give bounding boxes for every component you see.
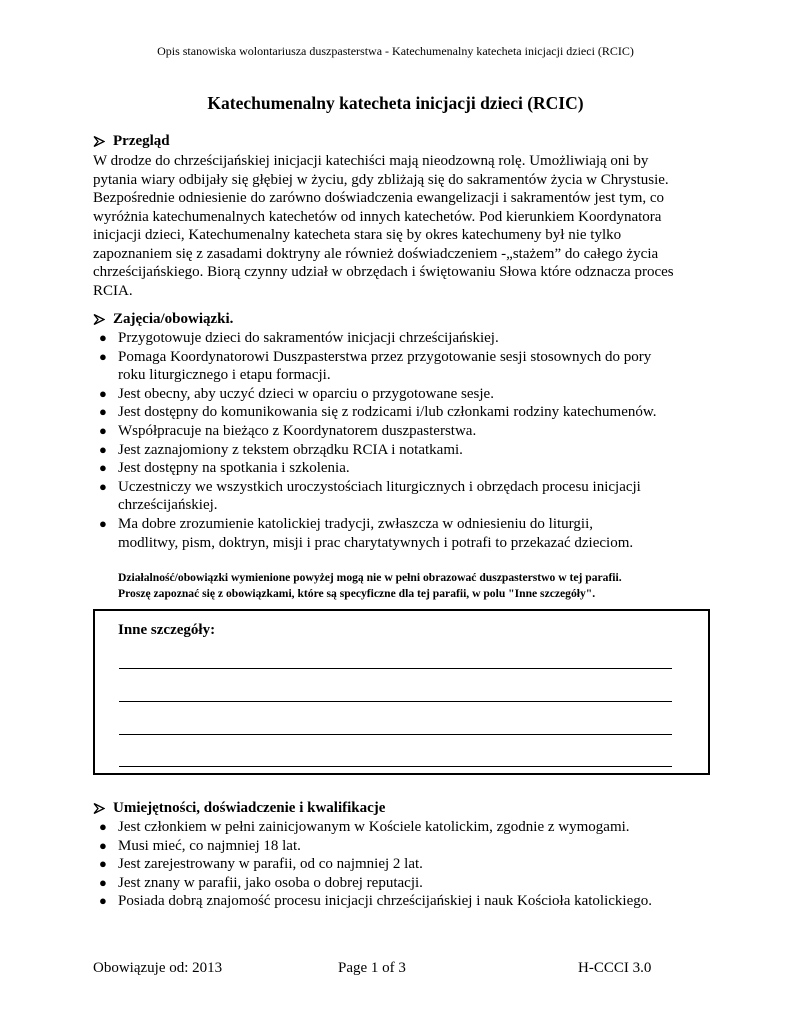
notice-line: Działalność/obowiązki wymienione powyżej mogą nie w pełni obrazować duszpasterstwo w tej parafii. <box>118 571 622 584</box>
writing-line[interactable] <box>119 701 672 702</box>
bullet-icon: ● <box>99 874 107 890</box>
list-item: ● Musi mieć, co najmniej 18 lat. <box>99 837 301 854</box>
notice-line: Proszę zapoznać się z obowiązkami, które są specyficzne dla tej parafii, w polu "Inne szczegóły". <box>118 587 596 600</box>
list-item: ● Jest znany w parafii, jako osoba o dobrej reputacji. <box>99 874 423 891</box>
other-details-label: Inne szczegóły: <box>118 622 216 638</box>
arrow-bullet-icon <box>93 132 113 151</box>
bullet-icon: ● <box>99 404 107 420</box>
bullet-icon: ● <box>99 460 107 476</box>
bullet-icon: ● <box>99 330 107 345</box>
bullet-icon: ● <box>99 893 107 909</box>
footer-effective-date: Obowiązuje od: 2013 <box>93 960 223 976</box>
overview-line: pytania wiary odbijały się głębiej w życiu, gdy zbliżają się do sakramentów życia w Chrystusie. <box>93 171 669 188</box>
overview-heading-text: Przegląd <box>113 133 170 149</box>
bullet-icon: ● <box>99 819 107 834</box>
qualifications-heading <box>93 799 713 818</box>
footer-document-code: H-CCCI 3.0 <box>578 960 652 976</box>
qualifications-heading-text: Umiejętności, doświadczenie i kwalifikacje <box>113 800 386 816</box>
bullet-icon: ● <box>99 348 107 364</box>
bullet-icon: ● <box>99 422 107 438</box>
overview-line: Bezpośrednie odniesienie do zarówno doświadczenia ewangelizacji i sakramentów jest tym, co <box>93 190 665 206</box>
document-title: Katechumenalny katecheta inicjacji dzieci (RCIC) <box>207 93 584 113</box>
list-item: ● Pomaga Koordynatorowi Duszpasterstwa przez przygotowanie sesji stosownych do pory roku liturgicznego i etapu formacji. <box>99 348 652 384</box>
list-item: ● Jest członkiem w pełni zainicjowanym w Kościele katolickim, zgodnie z wymogami. <box>99 819 630 835</box>
list-item: ● Jest obecny, aby uczyć dzieci w oparciu o przygotowane sesje. <box>99 385 494 402</box>
list-item: ● Posiada dobrą znajomość procesu inicjacji chrześcijańskiej i nauk Kościoła katolickiego. <box>99 893 652 910</box>
list-item: ● Ma dobre zrozumienie katolickiej tradycji, zwłaszcza w odniesieniu do liturgii, modlitwy, pism, doktryn, misji i prac charytatywnych i potrafi to przekazać dzieciom. <box>99 515 634 551</box>
other-details-box[interactable] <box>93 609 710 775</box>
duties-heading-text: Zajęcia/obowiązki. <box>113 311 234 327</box>
bullet-icon: ● <box>99 478 107 494</box>
duties-section <box>93 310 713 552</box>
arrow-bullet-icon <box>93 799 113 818</box>
duties-list <box>93 329 713 552</box>
list-item: ● Uczestniczy we wszystkich uroczystościach liturgicznych i obrzędach procesu inicjacji chrześcijańskiej. <box>99 478 641 514</box>
writing-line[interactable] <box>119 668 672 669</box>
scope-notice <box>118 570 718 602</box>
bullet-icon: ● <box>99 856 107 872</box>
overview-section <box>93 132 713 300</box>
running-header: Opis stanowiska wolontariusza duszpasterstwa - Katechumenalny katecheta inicjacji dzieci (RCIC) <box>157 44 634 58</box>
qualifications-section <box>93 799 713 911</box>
bullet-icon: ● <box>99 515 107 531</box>
list-item: ● Jest dostępny do komunikowania się z rodzicami i/lub członkami rodziny katechumenów. <box>99 404 657 421</box>
overview-line: inicjacji dzieci, Katechumenalny katecheta stara się by okres katechumeny był nie tylko <box>93 227 622 243</box>
overview-line: zapoznaniem się z zasadami doktryny ale również doświadczeniem -„stażem” do całego życia <box>93 245 659 262</box>
overview-line: W drodze do chrześcijańskiej inicjacji katechiści mają nieodzowną rolę. Umożliwiają oni by <box>93 153 649 169</box>
writing-line[interactable] <box>119 766 672 767</box>
writing-line[interactable] <box>119 734 672 735</box>
overview-heading <box>93 132 713 151</box>
list-item: ● Jest zaznajomiony z tekstem obrządku RCIA i notatkami. <box>99 441 463 458</box>
list-item: ● Jest zarejestrowany w parafii, od co najmniej 2 lat. <box>99 856 423 873</box>
bullet-icon: ● <box>99 385 107 401</box>
bullet-icon: ● <box>99 837 107 853</box>
list-item: ● Jest dostępny na spotkania i szkolenia. <box>99 460 350 477</box>
overview-line: RCIA. <box>93 282 133 299</box>
overview-paragraph <box>93 152 713 300</box>
arrow-bullet-icon <box>93 310 113 329</box>
list-item: ● Współpracuje na bieżąco z Koordynatorem duszpasterstwa. <box>99 422 477 439</box>
qualifications-list <box>93 818 713 911</box>
footer-page-number: Page 1 of 3 <box>338 960 406 976</box>
duties-heading <box>93 310 713 329</box>
bullet-icon: ● <box>99 441 107 457</box>
overview-line: chrześcijańskiego. Biorą czynny udział w obrzędach i świętowaniu Słowa które odznacza proces <box>93 264 674 280</box>
list-item: ● Przygotowuje dzieci do sakramentów inicjacji chrześcijańskiej. <box>99 330 499 346</box>
overview-line: wyróżnia katechumenalnych katechetów od innych katechetów. Pod kierunkiem Koordynatora <box>93 208 662 225</box>
